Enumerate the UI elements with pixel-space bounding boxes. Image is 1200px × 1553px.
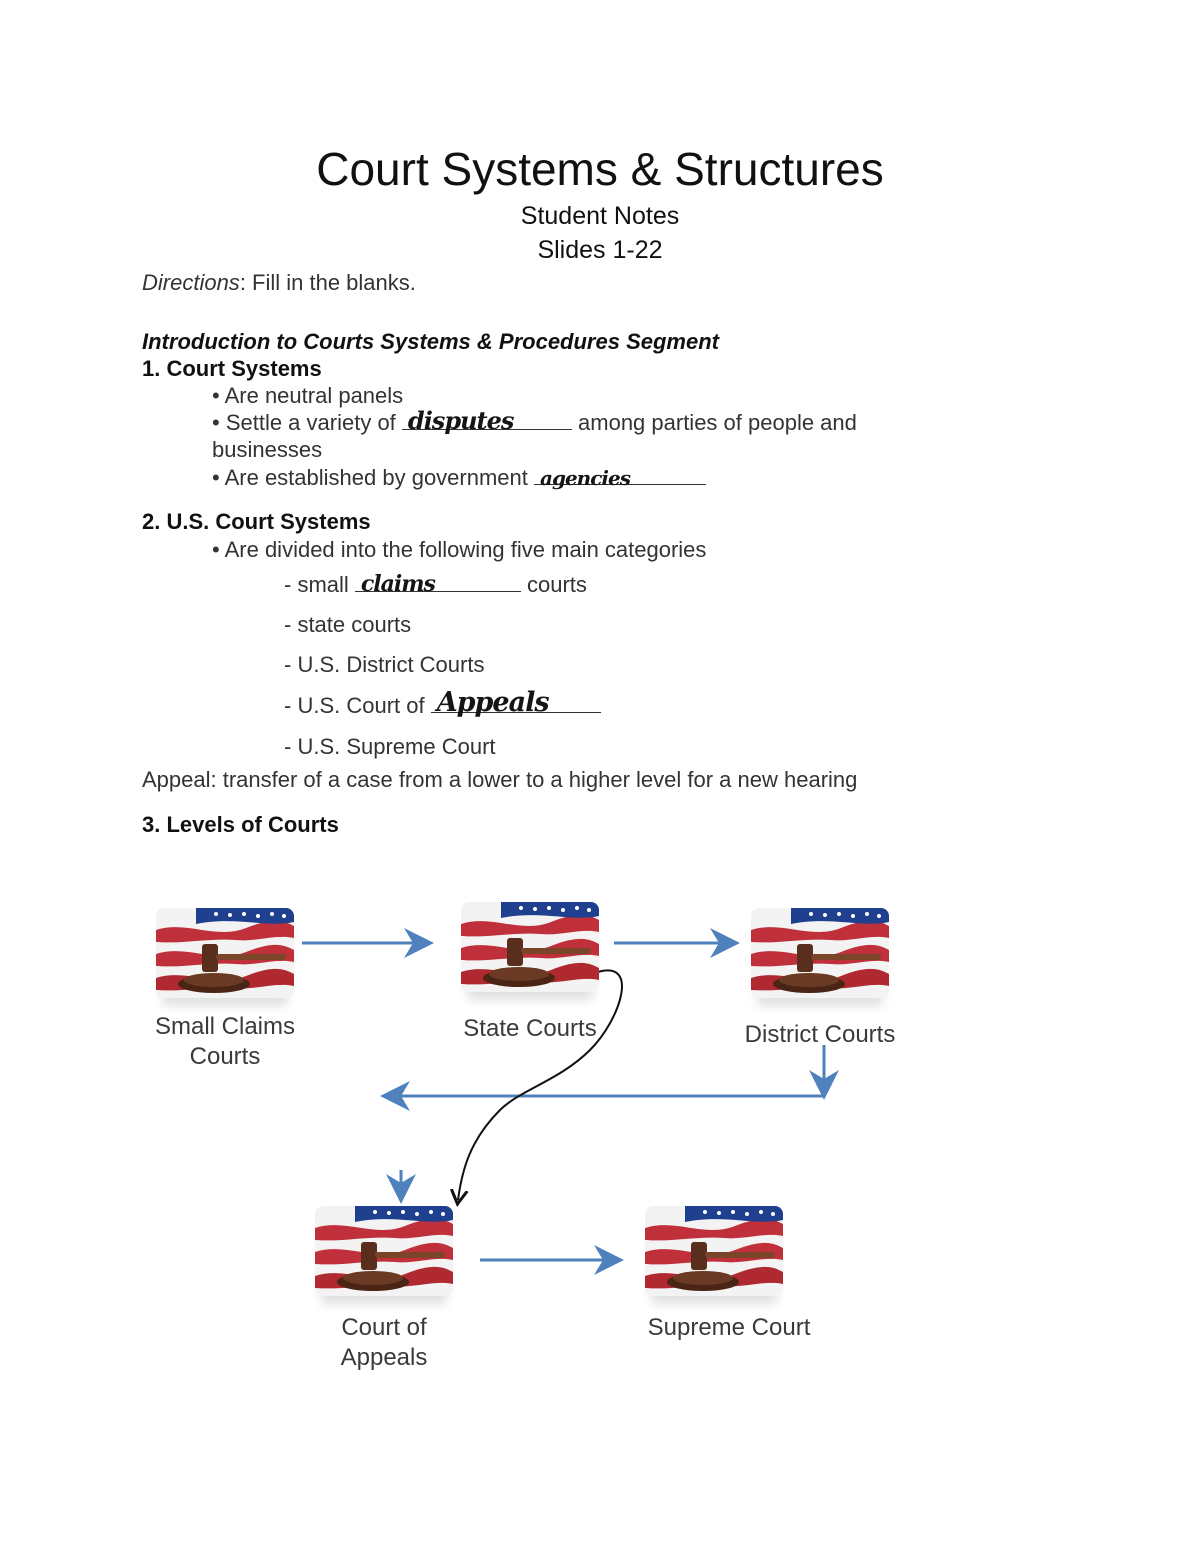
item1-prefix: - small [284,572,355,597]
item1-suffix: courts [520,572,587,597]
node-label: Court of Appeals [340,1314,428,1371]
gavel-flag-image [751,908,889,998]
section2-heading: 2. U.S. Court Systems [142,509,371,534]
bullet3-prefix: • Are established by government [212,465,534,490]
gavel-flag-image [645,1206,783,1296]
bullet2-prefix: • Settle a variety of [212,410,402,435]
section1-bullet2-cont: businesses [212,437,323,462]
directions-text: : Fill in the blanks. [239,270,416,295]
directions-label: Directions [142,270,240,295]
gavel-flag-image [315,1206,453,1296]
node-label: Small Claims Courts [154,1013,295,1070]
page-title: Court Systems & Structures [316,143,884,195]
handwritten-answer-agencies: agencies [540,466,630,490]
item4-prefix: - U.S. Court of [284,693,431,718]
node-label: District Courts [744,1021,896,1048]
gavel-flag-image [461,902,599,992]
handwritten-answer-claims: claims [360,571,435,597]
handwritten-answer-appeals: Appeals [436,687,549,718]
section1-heading: 1. Court Systems [142,356,322,381]
category-district-courts: - U.S. District Courts [284,652,485,677]
section1-bullet1: • Are neutral panels [212,383,404,408]
slides-range: Slides 1-22 [537,236,663,264]
section3-heading: 3. Levels of Courts [142,812,339,837]
bullet2-suffix: among parties of people and [571,410,857,435]
handwritten-arrow-state-to-appeals [458,970,622,1200]
category-state-courts: - state courts [284,612,412,637]
node-label: Supreme Court [647,1314,811,1341]
page-subtitle: Student Notes [520,202,680,230]
category-supreme-court: - U.S. Supreme Court [284,734,496,759]
node-label: State Courts [463,1015,597,1042]
segment-heading: Introduction to Courts Systems & Procedures Segment [142,329,719,354]
section2-bullet: • Are divided into the following five main categories [212,537,707,562]
handwritten-answer-disputes: disputes [407,406,514,435]
gavel-flag-image [156,908,294,998]
appeal-definition: Appeal: transfer of a case from a lower to a higher level for a new hearing [142,767,858,792]
